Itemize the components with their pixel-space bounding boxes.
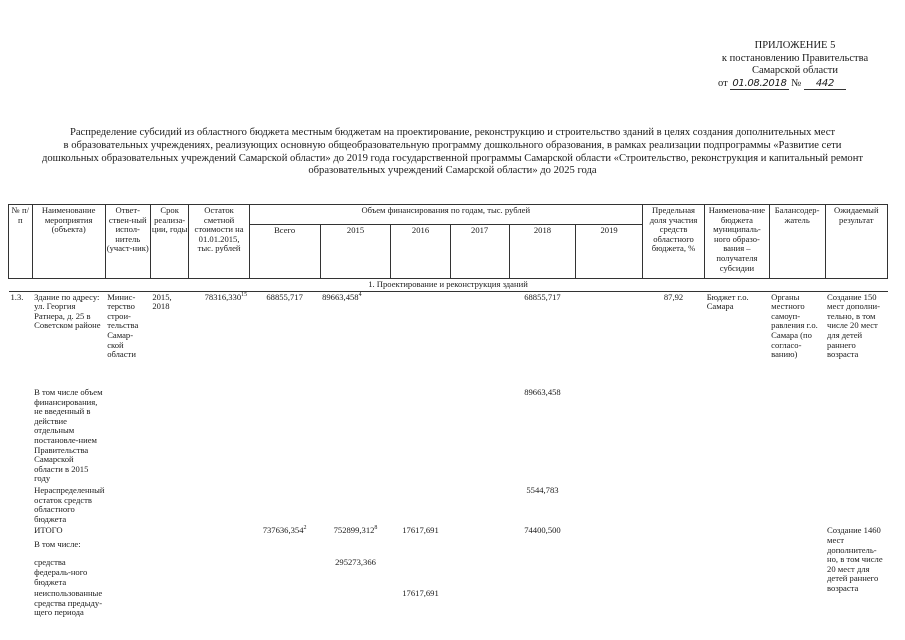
row-2017	[450, 291, 509, 387]
row-share: 87,92	[663, 291, 684, 302]
table-row	[9, 557, 888, 588]
row-result: Создание 150 мест дополни-тельно, в том числе 20 мест для детей раннего возраста	[827, 291, 881, 360]
row-2019	[576, 291, 643, 387]
row-holder: Органы местного самоуп-равления г.о. Самара (по согласо-ванию)	[771, 291, 818, 360]
row-total-2016: 17617,691	[402, 525, 439, 536]
table-row	[9, 485, 888, 525]
row-total-result: Создание 1460 мест дополнитель-но, в том числе 20 мест для детей раннего возраста	[827, 525, 883, 593]
header-executor: Ответ-ствен-ный испол-нитель (участ-ник)	[105, 205, 150, 279]
subsidy-table	[8, 204, 888, 620]
header-name: Наименование мероприятия (объекта)	[32, 205, 105, 279]
table-row	[9, 539, 888, 557]
row-total-name: ИТОГО	[34, 525, 63, 536]
section-title: 1. Проектирование и реконструкция зданий	[9, 279, 888, 292]
row-undist-2018: 5544,783	[526, 485, 559, 496]
title-line-1: Распределение субсидий из областного бюджета местным бюджетам на проектирование, реконструкцию и строительство зданий в целях создания дополнительных мест	[69, 127, 836, 138]
header-2019: 2019	[576, 225, 643, 279]
row-2018: 68855,717	[524, 291, 561, 302]
table-row	[9, 525, 888, 539]
date-value: 01.08.2018	[732, 77, 787, 89]
appendix-line1: к постановлению Правительства	[721, 52, 869, 64]
appendix-title: ПРИЛОЖЕНИЕ 5	[754, 40, 836, 51]
table-row	[9, 291, 888, 387]
row-total-2018: 74400,500	[524, 525, 561, 536]
header-share: Предельная доля участия средств областного бюджета, %	[642, 205, 704, 279]
row-no: 1.3.	[10, 291, 24, 302]
header-2017: 2017	[450, 225, 509, 279]
row-unused-2016: 17617,691	[402, 588, 439, 599]
header-recipient: Наименова-ние бюджета муниципаль-ного образо-вания – получателя субсидии	[705, 205, 769, 279]
title-line-4: образовательных учреждений Самарской области» до 2025 года	[308, 165, 597, 177]
title-line-3: дошкольных образовательных учреждений Самарской области» до 2019 года государственной программы Самарской области «Строительство, реконструкция и капитальный ремонт	[41, 152, 864, 164]
header-2016: 2016	[391, 225, 450, 279]
table-row	[9, 588, 888, 620]
row-name: Здание по адресу: ул. Георгия Ратнера, д. 25 в Советском районе	[34, 291, 101, 331]
date-prefix: от	[718, 77, 728, 89]
header-funding: Объем финансирования по годам, тыс. рублей	[249, 205, 642, 225]
row-remainder: 78316,330$^{15}$	[204, 291, 248, 302]
number-value: 442	[804, 78, 846, 90]
appendix-block	[700, 40, 890, 90]
row-recipient: Бюджет г.о. Самара	[706, 291, 749, 312]
appendix-line2: Самарской области	[752, 65, 838, 76]
appendix-date-line	[700, 78, 890, 91]
row-executor: Минис-терство строи-тельства Самар-ской области	[107, 291, 139, 360]
row-unused-name: неиспользованные средства предыду-щего периода	[34, 588, 103, 618]
header-2015: 2015	[320, 225, 391, 279]
header-result: Ожидаемый результат	[825, 205, 887, 279]
row-incl-2018: 89663,458	[524, 387, 561, 398]
row-federal-name: средства федераль-ного бюджета	[34, 557, 88, 587]
row-total: 68855,717	[266, 291, 303, 302]
number-prefix: №	[791, 77, 802, 89]
row-2015: 89663,458$^4$	[322, 291, 362, 302]
header-holder: Балансодер-жатель	[769, 205, 825, 279]
section-row	[9, 279, 888, 292]
row-2016	[391, 291, 450, 387]
row-term: 2015, 2018	[152, 291, 172, 312]
document-title	[15, 127, 890, 178]
header-total: Всего	[249, 225, 320, 279]
row-undist-name: Нераспределенный остаток средств областного бюджета	[34, 485, 105, 524]
table-row	[9, 387, 888, 485]
header-no: № п/п	[9, 205, 33, 279]
header-remainder: Остаток сметной стоимости на 01.01.2015, тыс. рублей	[189, 205, 249, 279]
title-line-2: в образовательных учреждениях, реализующих основную общеобразовательную программу дошкольного образования, в рамках реализации подпрограммы «Развитие сети	[63, 139, 842, 151]
row-federal-2015: 295273,366	[335, 557, 376, 568]
row-total-total: 737636,354$^2$	[262, 525, 307, 536]
row-incl2-name: В том числе:	[34, 539, 81, 550]
row-incl-name: В том числе объем финансирования, не введенный в действие отдельным постановле-нием Правительства Самарской области в 2015 году	[34, 387, 103, 484]
header-term: Срок реализа-ции, годы	[150, 205, 189, 279]
row-total-2015: 752899,312$^8$	[333, 525, 378, 536]
header-2018: 2018	[509, 225, 576, 279]
